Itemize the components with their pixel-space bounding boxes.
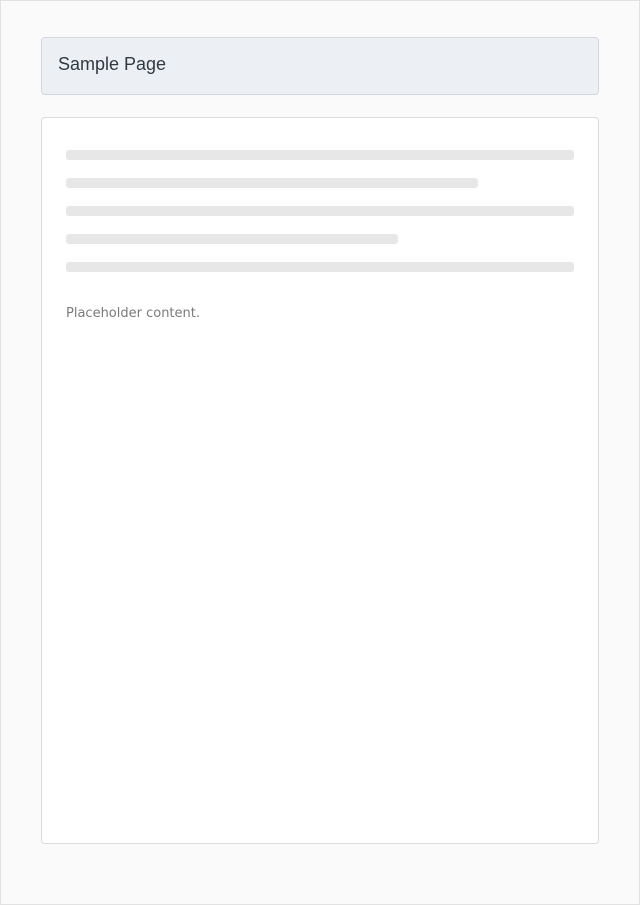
placeholder-line [66,234,398,244]
placeholder-line [66,150,574,160]
placeholder-line [66,262,574,272]
placeholder-line [66,178,478,188]
content-area [41,117,599,844]
placeholder-note: Placeholder content. [66,306,200,321]
placeholder-line [66,206,574,216]
page-title: Sample Page [58,54,167,74]
header [41,37,599,95]
